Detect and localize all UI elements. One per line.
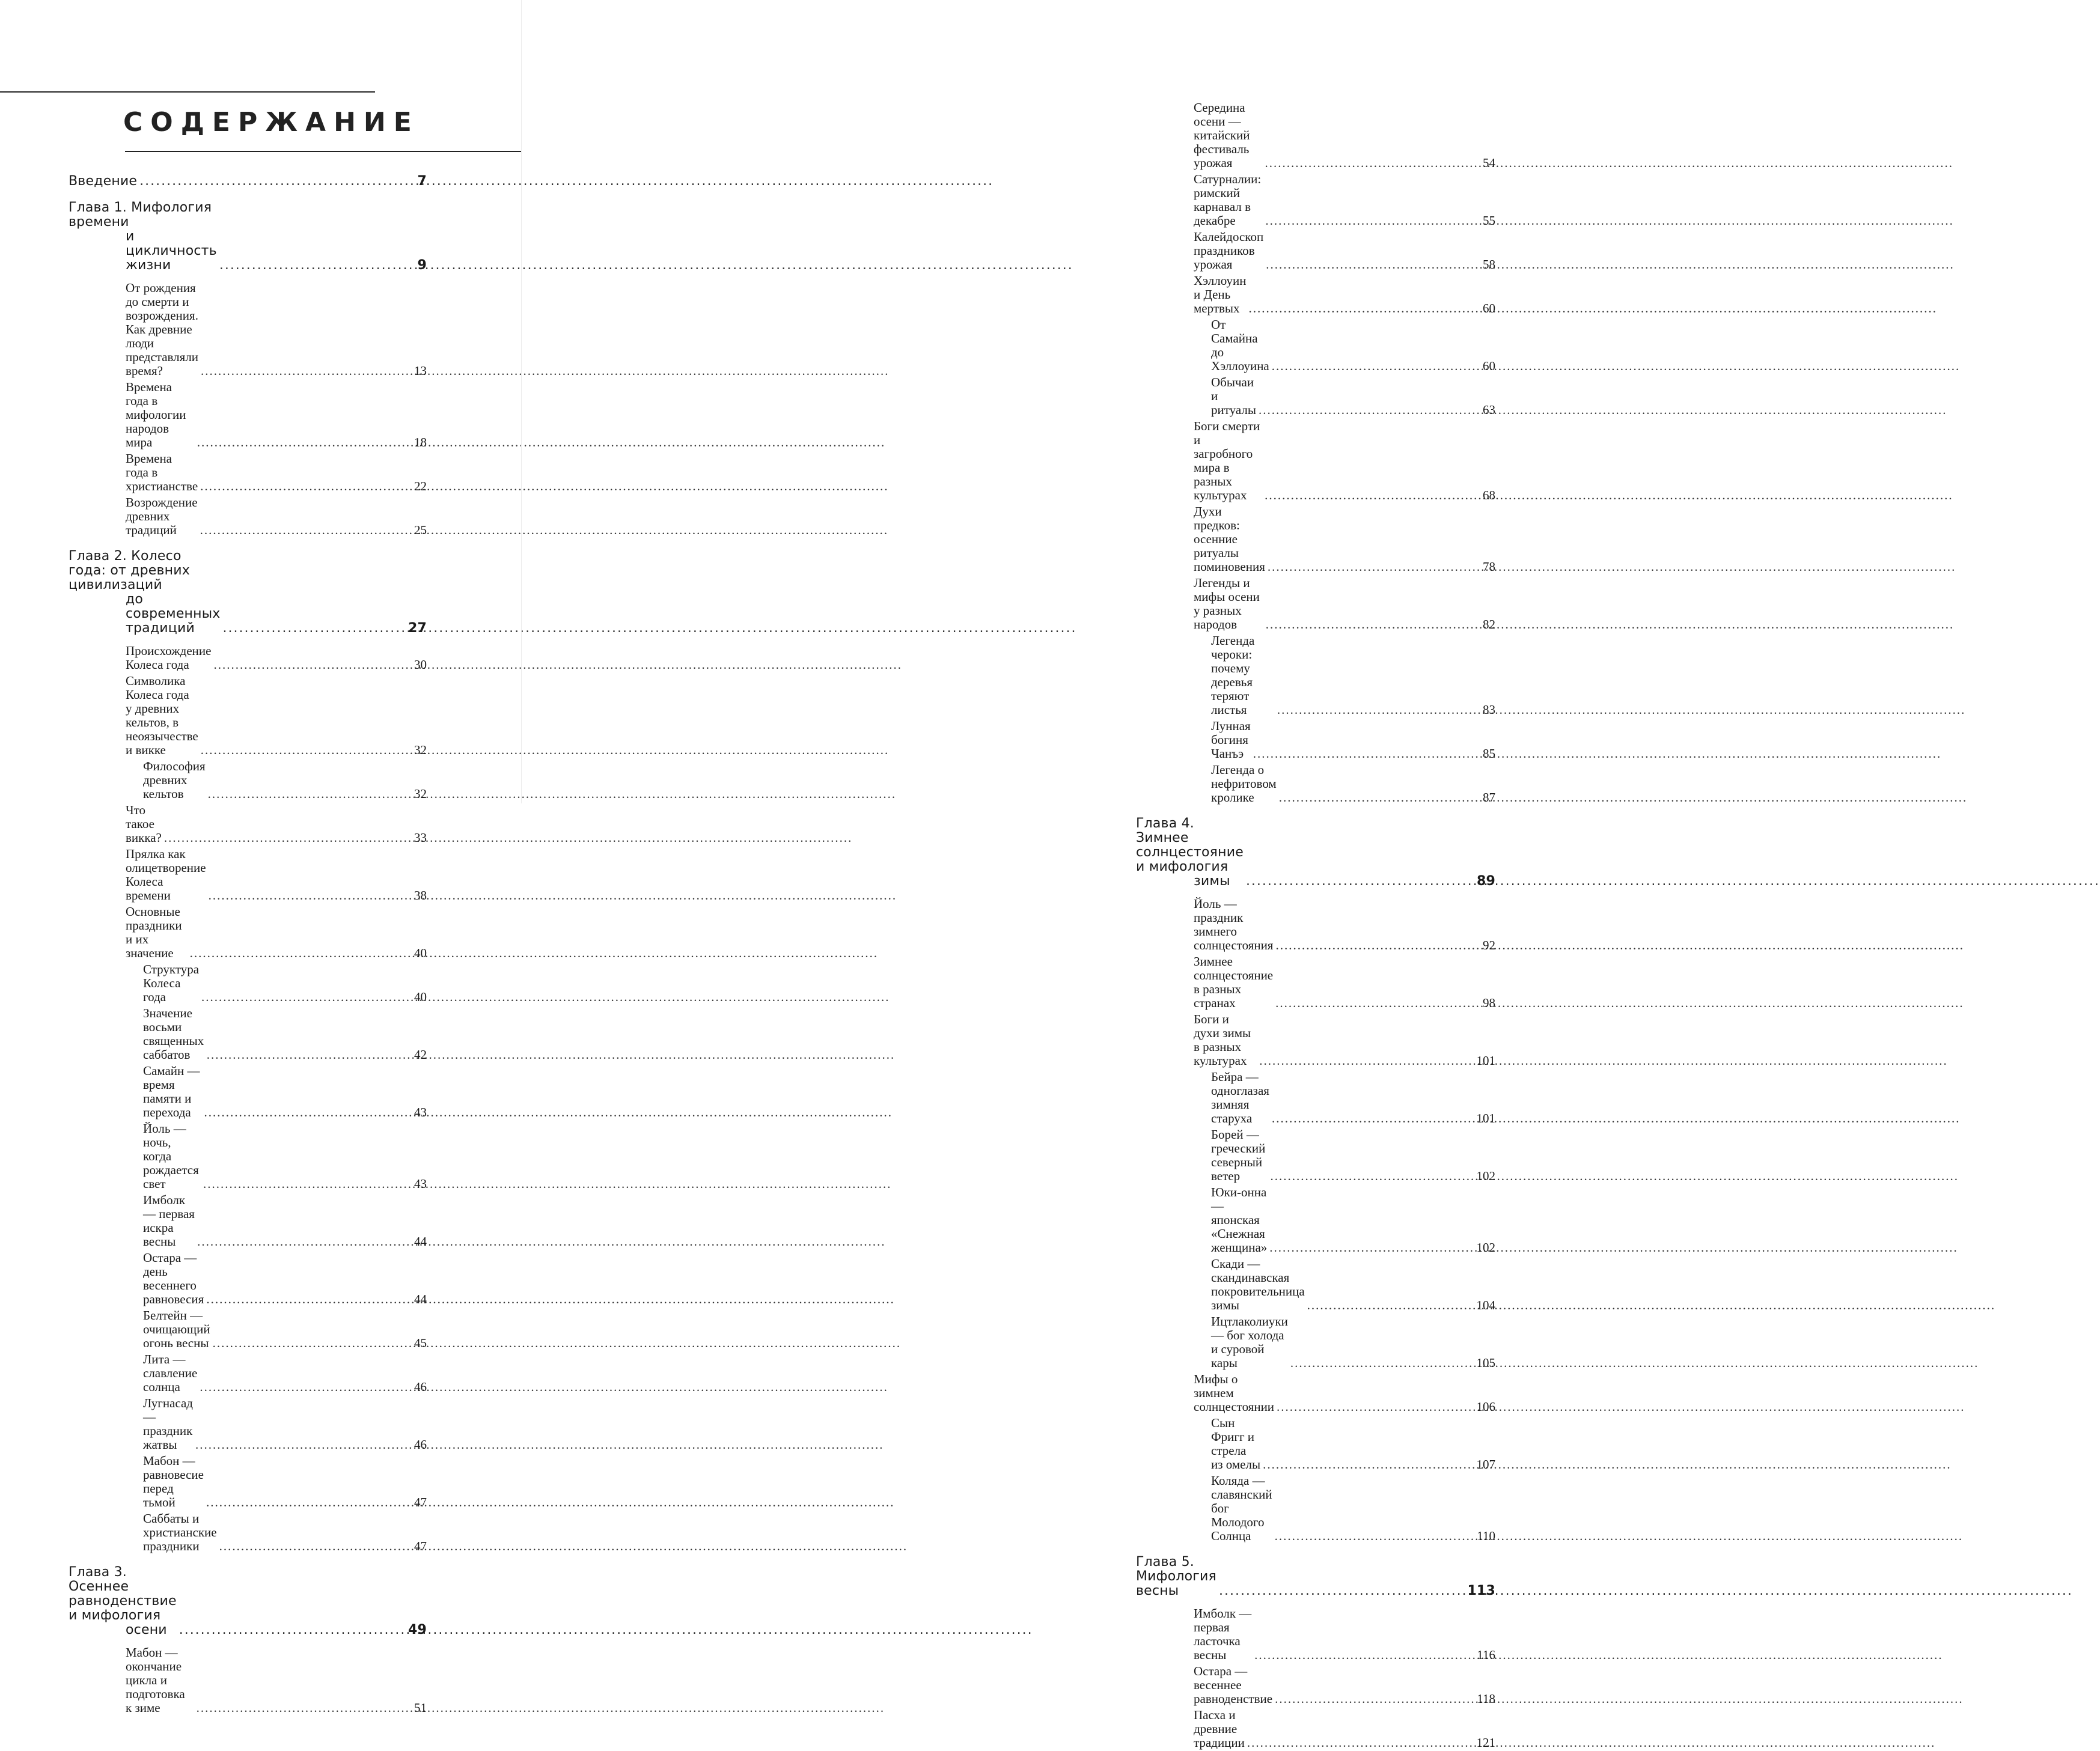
toc-page-number: 45 <box>414 1336 427 1350</box>
toc-entry-title <box>1211 376 1256 417</box>
toc-page-number: 47 <box>414 1539 427 1553</box>
toc-entry[interactable] <box>1136 1707 1495 1751</box>
toc-entry-line: Хэллоуин и День мертвых <box>1194 273 1247 315</box>
toc-page-number: 32 <box>414 787 427 801</box>
toc-entry-line: Введение <box>69 174 138 189</box>
toc-entry-title <box>1211 318 1269 373</box>
toc-entry-line: кары <box>1211 1356 1238 1370</box>
dot-leader <box>1272 1112 1474 1125</box>
toc-entry[interactable] <box>69 846 427 904</box>
toc-page-number: 60 <box>1483 359 1495 373</box>
dot-leader <box>1266 258 1480 272</box>
toc-entry-line: Мабон — окончание цикла и подготовка <box>126 1645 185 1701</box>
toc-entry-line: Коляда — славянский бог Молодого <box>1211 1473 1272 1529</box>
toc-entry-title <box>1211 763 1277 805</box>
toc-entry-title <box>143 1512 217 1553</box>
dot-leader <box>209 889 412 903</box>
toc-entry-line: Времена года в мифологии народов мира <box>126 380 186 449</box>
toc-page-number: 43 <box>414 1105 427 1119</box>
toc-entry-line: Самайн — время памяти и перехода <box>143 1064 200 1119</box>
toc-entry[interactable] <box>69 451 427 495</box>
toc-entry-line: Борей — греческий северный ветер <box>1211 1127 1266 1183</box>
toc-entry-line: Остара — день весеннего равновесия <box>143 1250 204 1306</box>
dot-leader <box>219 258 415 273</box>
dot-leader <box>201 364 412 378</box>
dot-leader <box>1268 560 1480 574</box>
toc-entry-title <box>143 760 206 801</box>
toc-entry-line: Имболк — первая ласточка весны <box>1194 1606 1252 1662</box>
toc-entry-line: поминовения <box>1194 559 1265 574</box>
toc-entry-title <box>69 201 217 273</box>
toc-entry-title <box>1211 1474 1272 1543</box>
toc-entry-title <box>1211 1186 1267 1255</box>
dot-leader <box>200 523 412 537</box>
toc-page-number: 18 <box>414 435 427 449</box>
toc-page-number: 51 <box>414 1701 427 1715</box>
toc-entry[interactable] <box>69 1645 427 1716</box>
dot-leader <box>1248 302 1480 315</box>
toc-page-number: 106 <box>1476 1399 1495 1414</box>
toc-entry-line: Глава 5. Мифология весны <box>1136 1555 1216 1598</box>
left-page <box>0 0 522 1715</box>
toc-entry-title <box>69 549 221 636</box>
toc-entry-line: Обычаи и ритуалы <box>1211 375 1256 417</box>
toc-page-number: 40 <box>414 946 427 960</box>
toc-entry-line: От Самайна до Хэллоуина <box>1211 317 1269 373</box>
toc-entry-title <box>126 803 162 845</box>
toc-left-column <box>69 173 427 1716</box>
toc-entry-line: Легенды и мифы осени у разных народов <box>1194 576 1260 632</box>
toc-page-number: 32 <box>414 743 427 757</box>
dot-leader <box>201 990 412 1004</box>
toc-entry-line: Лугнасад — праздник жатвы <box>143 1396 193 1452</box>
toc-entry-line: От рождения до смерти и возрождения. <box>126 281 198 323</box>
toc-entry-line: Юки-онна — японская «Снежная <box>1211 1185 1267 1241</box>
toc-entry-line: Структура Колеса года <box>143 962 200 1004</box>
toc-entry-line: Возрождение древних традиций <box>126 495 198 537</box>
toc-page-number: 40 <box>414 990 427 1004</box>
dot-leader <box>197 1701 412 1715</box>
toc-entry-line: Калейдоскоп праздников урожая <box>1194 230 1264 272</box>
toc-page-number: 46 <box>414 1437 427 1452</box>
toc-entry-line: Что такое викка? <box>126 803 162 845</box>
toc-entry[interactable] <box>1136 273 1495 317</box>
title-rule <box>125 151 522 152</box>
toc-page-number: 46 <box>414 1380 427 1394</box>
toc-entry-line: Солнца <box>1211 1529 1251 1543</box>
toc-entry-line: Глава 4. Зимнее солнцестояние и мифология <box>1136 816 1244 874</box>
dot-leader <box>1270 1169 1474 1183</box>
toc-entry[interactable] <box>69 961 427 1005</box>
toc-entry-line: Прялка как олицетворение Колеса времени <box>126 847 206 903</box>
dot-leader <box>213 658 412 672</box>
dot-leader <box>1259 1054 1474 1068</box>
toc-entry-title <box>143 1006 204 1062</box>
toc-entry-title <box>126 644 211 672</box>
dot-leader <box>219 1539 412 1553</box>
toc-entry-title <box>1194 1708 1245 1750</box>
toc-entry-title <box>1211 1416 1260 1472</box>
dot-leader <box>197 1235 412 1249</box>
toc-entry-line: культурах <box>1194 488 1247 502</box>
dot-leader <box>1269 1241 1474 1255</box>
toc-entry-line: Глава 1. Мифология времени <box>69 200 212 230</box>
toc-page-number: 63 <box>1483 403 1495 417</box>
toc-entry[interactable] <box>1136 374 1495 418</box>
toc-entry[interactable] <box>69 1063 427 1121</box>
toc-page-number: 60 <box>1483 301 1495 315</box>
toc-page-number: 78 <box>1483 559 1495 574</box>
toc-entry-title <box>1211 1070 1269 1125</box>
toc-entry-line: Имболк — первая искра весны <box>143 1193 195 1249</box>
toc-entry[interactable] <box>1136 954 1495 1011</box>
toc-entry-line: Зимнее солнцестояние в разных странах <box>1194 954 1274 1010</box>
toc-entry[interactable] <box>1136 1415 1495 1473</box>
toc-entry-line: Философия древних кельтов <box>143 759 206 801</box>
toc-page-number: 55 <box>1483 213 1495 228</box>
toc-entry[interactable] <box>1136 1011 1495 1069</box>
toc-entry-line: Легенда чероки: почему деревья теряют <box>1211 633 1255 703</box>
toc-entry[interactable] <box>69 1192 427 1250</box>
toc-page-number: 107 <box>1476 1457 1495 1472</box>
toc-entry[interactable] <box>1136 1127 1495 1184</box>
toc-page-number: 105 <box>1476 1356 1495 1370</box>
toc-entry-line: зимы <box>1211 1298 1239 1312</box>
dot-leader <box>1263 1458 1474 1472</box>
dot-leader <box>1275 996 1480 1010</box>
toc-entry[interactable] <box>69 802 427 846</box>
toc-entry-line: зимы <box>1194 874 1230 889</box>
toc-entry-line: кельтов, в неоязычестве и викке <box>126 715 198 757</box>
toc-entry-line: к зиме <box>126 1701 160 1715</box>
dot-leader <box>200 1380 412 1394</box>
toc-page-number: 42 <box>414 1047 427 1062</box>
toc-entry-line: Легенда о нефритовом кролике <box>1211 763 1277 805</box>
toc-entry-line: Боги смерти и загробного мира в разных <box>1194 419 1260 489</box>
toc-entry[interactable] <box>1136 418 1495 504</box>
toc-entry[interactable] <box>1136 1184 1495 1256</box>
top-rule <box>0 91 375 93</box>
toc-entry-title <box>1194 101 1263 170</box>
toc-entry-line: листья <box>1211 702 1247 717</box>
toc-chapter[interactable] <box>69 173 427 190</box>
page-title: СОДЕРЖАНИЕ <box>123 107 420 138</box>
toc-page-number: 82 <box>1483 617 1495 632</box>
toc-page-number: 58 <box>1483 257 1495 272</box>
toc-entry-line: Лита — славление солнца <box>143 1352 198 1394</box>
toc-entry[interactable] <box>1136 1314 1495 1371</box>
toc-entry-line: осени <box>126 1622 167 1637</box>
toc-entry-title <box>126 452 198 493</box>
toc-entry-line: до современных традиций <box>126 592 221 636</box>
toc-entry-line: Сатурналии: римский карнавал в декабре <box>1194 172 1262 228</box>
toc-page-number: 30 <box>414 657 427 672</box>
toc-entry-title <box>126 847 206 903</box>
toc-entry[interactable] <box>69 379 427 451</box>
toc-entry-title <box>143 1454 204 1509</box>
toc-page-number: 87 <box>1483 790 1495 805</box>
toc-entry-line: Происхождение Колеса года <box>126 644 212 672</box>
toc-entry-title <box>1194 955 1273 1010</box>
toc-entry-title <box>1194 172 1263 228</box>
dot-leader <box>1290 1356 1474 1370</box>
toc-entry-line: Саббаты и христианские праздники <box>143 1511 217 1553</box>
toc-entry-line: Йоль — ночь, когда рождается свет <box>143 1121 199 1191</box>
dot-leader <box>197 436 412 449</box>
toc-entry[interactable] <box>1136 1606 1495 1663</box>
toc-entry-title <box>1194 230 1263 272</box>
toc-entry[interactable] <box>1136 504 1495 575</box>
dot-leader <box>1275 939 1480 952</box>
toc-entry-line: Скади — скандинавская покровительница <box>1211 1256 1305 1299</box>
toc-entry-title <box>69 174 137 189</box>
toc-entry[interactable] <box>1136 1473 1495 1544</box>
toc-chapter[interactable] <box>69 1564 427 1639</box>
dot-leader <box>1265 489 1480 502</box>
toc-entry[interactable] <box>1136 762 1495 806</box>
toc-page-number: 101 <box>1476 1053 1495 1068</box>
toc-entry-line: Основные праздники и их значение <box>126 904 182 960</box>
toc-page-number: 98 <box>1483 996 1495 1010</box>
dot-leader <box>179 1623 406 1637</box>
dot-leader <box>139 174 415 189</box>
toc-entry[interactable] <box>1136 1256 1495 1314</box>
toc-entry-title <box>143 1309 210 1350</box>
toc-entry[interactable] <box>69 1453 427 1511</box>
toc-entry-title <box>143 1396 193 1452</box>
toc-entry[interactable] <box>69 758 427 802</box>
dot-leader <box>207 1048 412 1062</box>
dot-leader <box>1259 403 1480 417</box>
toc-entry-title <box>1194 1607 1252 1662</box>
dot-leader <box>1277 703 1480 717</box>
toc-entry-title <box>1136 1555 1216 1598</box>
toc-entry-title <box>1211 1128 1268 1183</box>
dot-leader <box>1247 1736 1474 1750</box>
dot-leader <box>201 743 412 757</box>
toc-chapter[interactable] <box>1136 1554 1495 1600</box>
toc-entry-line: Середина осени — китайский фестиваль <box>1194 100 1250 156</box>
toc-entry[interactable] <box>1136 100 1495 171</box>
toc-entry-line: Ицтлаколиуки — бог холода и суровой <box>1211 1314 1288 1356</box>
dot-leader <box>1246 874 1474 889</box>
toc-entry-line: Духи предков: осенние ритуалы <box>1194 504 1240 560</box>
toc-entry-line: женщина» <box>1211 1240 1268 1255</box>
toc-page-number: 102 <box>1476 1169 1495 1183</box>
toc-entry-title <box>126 281 198 378</box>
toc-entry-title <box>69 1565 177 1637</box>
toc-page-number: 9 <box>417 258 427 273</box>
toc-entry[interactable] <box>1136 1069 1495 1127</box>
toc-entry-line: Сын Фригг и стрела из омелы <box>1211 1416 1261 1472</box>
toc-entry-line: Пасха и древние традиции <box>1194 1708 1245 1750</box>
dot-leader <box>1272 359 1480 373</box>
toc-entry-line: Глава 3. Осеннее равноденствие и мифология <box>69 1565 177 1623</box>
toc-page-number: 38 <box>414 888 427 903</box>
toc-page-number: 68 <box>1483 488 1495 502</box>
toc-page-number: 13 <box>414 364 427 378</box>
toc-entry-line: Лунная богиня Чанъэ <box>1211 719 1251 761</box>
toc-entry[interactable] <box>1136 896 1495 954</box>
toc-entry-title <box>1211 1257 1305 1312</box>
toc-page-number: 118 <box>1477 1692 1495 1706</box>
dot-leader <box>223 621 406 636</box>
toc-chapter[interactable] <box>69 199 427 274</box>
toc-entry-line: Времена года в христианстве <box>126 451 198 493</box>
toc-page-number: 121 <box>1476 1735 1495 1750</box>
toc-entry-line: Остара — весеннее равноденствие <box>1194 1664 1273 1706</box>
dot-leader <box>1307 1299 1474 1312</box>
toc-page-number: 44 <box>414 1292 427 1306</box>
dot-leader <box>1254 1648 1474 1662</box>
toc-entry-line: Значение восьми священных саббатов <box>143 1006 204 1062</box>
toc-page-number: 116 <box>1477 1648 1495 1662</box>
dot-leader <box>1275 1529 1475 1543</box>
toc-entry-line: Йоль — праздник зимнего солнцестояния <box>1194 897 1274 952</box>
toc-entry[interactable] <box>69 495 427 538</box>
toc-page-number: 47 <box>414 1495 427 1509</box>
toc-entry-line: и цикличность жизни <box>126 229 217 273</box>
toc-entry-title <box>143 1353 197 1394</box>
toc-entry-title <box>143 1251 204 1306</box>
toc-entry[interactable] <box>1136 1663 1495 1707</box>
toc-entry-title <box>1194 1013 1257 1068</box>
toc-entry[interactable] <box>69 1250 427 1308</box>
toc-entry-title <box>1194 1372 1274 1414</box>
toc-entry-title <box>1211 634 1275 717</box>
toc-entry-title <box>143 1064 201 1119</box>
toc-entry[interactable] <box>1136 633 1495 718</box>
toc-entry-title <box>1194 897 1273 952</box>
toc-page-number: 92 <box>1483 938 1495 952</box>
toc-entry[interactable] <box>1136 1371 1495 1415</box>
toc-right-column <box>1136 100 1495 1751</box>
toc-entry-title <box>126 674 198 757</box>
toc-entry-line: Мабон — равновесие перед тьмой <box>143 1454 204 1509</box>
dot-leader <box>1277 1400 1474 1414</box>
dot-leader <box>1265 214 1480 228</box>
toc-entry[interactable] <box>69 904 427 961</box>
toc-entry-line: Белтейн — очищающий огонь весны <box>143 1308 210 1350</box>
toc-entry[interactable] <box>69 1308 427 1351</box>
toc-page-number: 102 <box>1476 1240 1495 1255</box>
toc-entry-line: урожая <box>1194 156 1233 170</box>
toc-entry-title <box>1194 1664 1272 1706</box>
toc-entry-line: Глава 2. Колесо года: от древних цивилизаций <box>69 549 190 592</box>
toc-entry-title <box>143 963 199 1004</box>
toc-entry[interactable] <box>69 1351 427 1395</box>
toc-entry[interactable] <box>69 280 427 379</box>
toc-entry-line: Бейра — одноглазая зимняя старуха <box>1211 1070 1269 1125</box>
toc-entry-title <box>126 496 198 537</box>
toc-entry-title <box>1211 719 1251 761</box>
dot-leader <box>208 787 412 801</box>
toc-page-number: 44 <box>414 1234 427 1249</box>
toc-page-number: 101 <box>1476 1111 1495 1125</box>
toc-page-number: 85 <box>1483 746 1495 761</box>
toc-entry-title <box>126 1646 194 1715</box>
toc-entry[interactable] <box>69 1511 427 1555</box>
toc-page-number: 43 <box>414 1177 427 1191</box>
toc-chapter[interactable] <box>69 548 427 637</box>
dot-leader <box>1253 747 1480 761</box>
dot-leader <box>195 1438 412 1452</box>
toc-entry-title <box>1194 505 1265 574</box>
toc-entry-title <box>126 905 188 960</box>
toc-entry-line: Боги и духи зимы в разных культурах <box>1194 1012 1251 1068</box>
toc-entry[interactable] <box>69 1005 427 1063</box>
toc-page-number: 110 <box>1477 1529 1495 1543</box>
toc-page-number: 22 <box>414 479 427 493</box>
right-page <box>522 0 1495 1750</box>
toc-entry-line: Мифы о зимнем солнцестоянии <box>1194 1372 1275 1414</box>
toc-entry-line: Как древние люди представляли время? <box>126 322 199 378</box>
dot-leader <box>203 1177 412 1191</box>
dot-leader <box>200 480 412 493</box>
toc-entry[interactable] <box>1136 575 1495 633</box>
toc-entry-line: Символика Колеса года у древних <box>126 674 189 716</box>
toc-entry[interactable] <box>1136 229 1495 273</box>
toc-entry[interactable] <box>69 673 427 758</box>
toc-chapter[interactable] <box>1136 815 1495 890</box>
toc-page-number: 54 <box>1483 156 1495 170</box>
dot-leader <box>1266 618 1480 632</box>
dot-leader <box>190 946 412 960</box>
toc-entry-title <box>126 380 195 449</box>
toc-entry-title <box>143 1122 201 1191</box>
toc-entry-title <box>1194 576 1263 632</box>
toc-entry-title <box>1194 274 1246 315</box>
toc-entry[interactable] <box>69 643 427 673</box>
dot-leader <box>204 1106 412 1119</box>
toc-entry[interactable] <box>1136 718 1495 762</box>
toc-entry[interactable] <box>1136 171 1495 229</box>
toc-page-number: 104 <box>1476 1298 1495 1312</box>
dot-leader <box>206 1293 412 1306</box>
toc-entry-title <box>1211 1315 1288 1370</box>
toc-entry-title <box>1136 817 1244 889</box>
toc-page-number: 89 <box>1476 874 1495 889</box>
toc-page-number: 27 <box>407 621 427 636</box>
toc-page-number: 7 <box>417 174 427 189</box>
toc-entry[interactable] <box>69 1395 427 1453</box>
dot-leader <box>206 1496 412 1509</box>
dot-leader <box>213 1336 412 1350</box>
toc-page-number: 113 <box>1467 1583 1495 1598</box>
toc-page-number: 25 <box>414 523 427 537</box>
toc-entry[interactable] <box>1136 317 1495 374</box>
toc-page-number: 49 <box>407 1622 427 1637</box>
dot-leader <box>1279 791 1480 805</box>
dot-leader <box>1275 1692 1474 1706</box>
toc-entry-title <box>143 1193 195 1249</box>
dot-leader <box>1265 156 1481 170</box>
toc-page-number: 83 <box>1483 702 1495 717</box>
toc-entry-title <box>1194 419 1262 502</box>
dot-leader <box>1219 1584 1465 1598</box>
toc-page-number: 33 <box>414 830 427 845</box>
dot-leader <box>164 831 412 845</box>
toc-entry[interactable] <box>69 1121 427 1192</box>
